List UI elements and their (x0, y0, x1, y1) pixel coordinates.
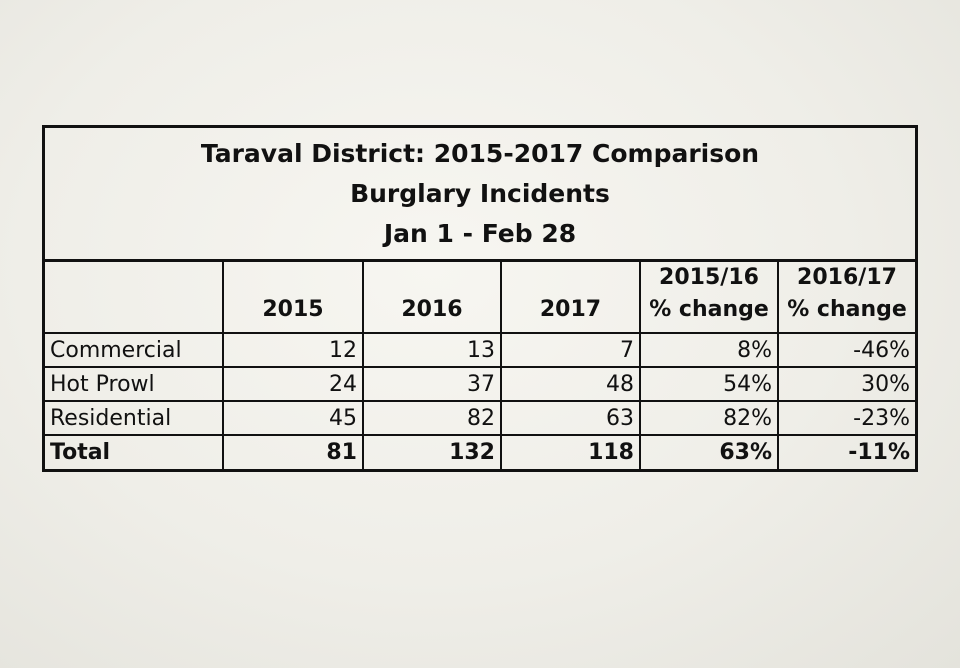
title-subject: Burglary Incidents (350, 179, 610, 208)
cell-change-2015-16: 82% (640, 401, 778, 435)
cell-change-2015-16: 8% (640, 333, 778, 367)
header-2017: 2017 (501, 262, 640, 333)
cell-2016: 82 (363, 401, 501, 435)
table-row (45, 333, 915, 367)
row-label: Residential (45, 401, 223, 435)
total-2016: 132 (363, 435, 501, 469)
header-change-2016-17: 2016/17 % change (778, 262, 915, 333)
cell-2017: 63 (501, 401, 640, 435)
row-label: Commercial (45, 333, 223, 367)
title-date-range: Jan 1 - Feb 28 (383, 219, 577, 248)
total-2015: 81 (223, 435, 363, 469)
table-row (45, 401, 915, 435)
header-category (45, 262, 223, 333)
header-2016: 2016 (363, 262, 501, 333)
header-row (45, 262, 915, 333)
cell-2016: 37 (363, 367, 501, 401)
total-label: Total (45, 435, 223, 469)
total-row (45, 435, 915, 469)
cell-2015: 45 (223, 401, 363, 435)
table-row (45, 367, 915, 401)
title-district: Taraval District: 2015-2017 Comparison (200, 139, 760, 168)
cell-2017: 7 (501, 333, 640, 367)
comparison-sheet (42, 125, 918, 472)
cell-2017: 48 (501, 367, 640, 401)
cell-2016: 13 (363, 333, 501, 367)
header-2015: 2015 (223, 262, 363, 333)
title-block (45, 128, 915, 262)
cell-change-2016-17: -46% (778, 333, 915, 367)
cell-2015: 24 (223, 367, 363, 401)
burglary-table (45, 262, 915, 469)
total-change-2015-16: 63% (640, 435, 778, 469)
cell-change-2016-17: 30% (778, 367, 915, 401)
total-change-2016-17: -11% (778, 435, 915, 469)
cell-2015: 12 (223, 333, 363, 367)
header-change-2015-16: 2015/16 % change (640, 262, 778, 333)
total-2017: 118 (501, 435, 640, 469)
cell-change-2016-17: -23% (778, 401, 915, 435)
cell-change-2015-16: 54% (640, 367, 778, 401)
row-label: Hot Prowl (45, 367, 223, 401)
